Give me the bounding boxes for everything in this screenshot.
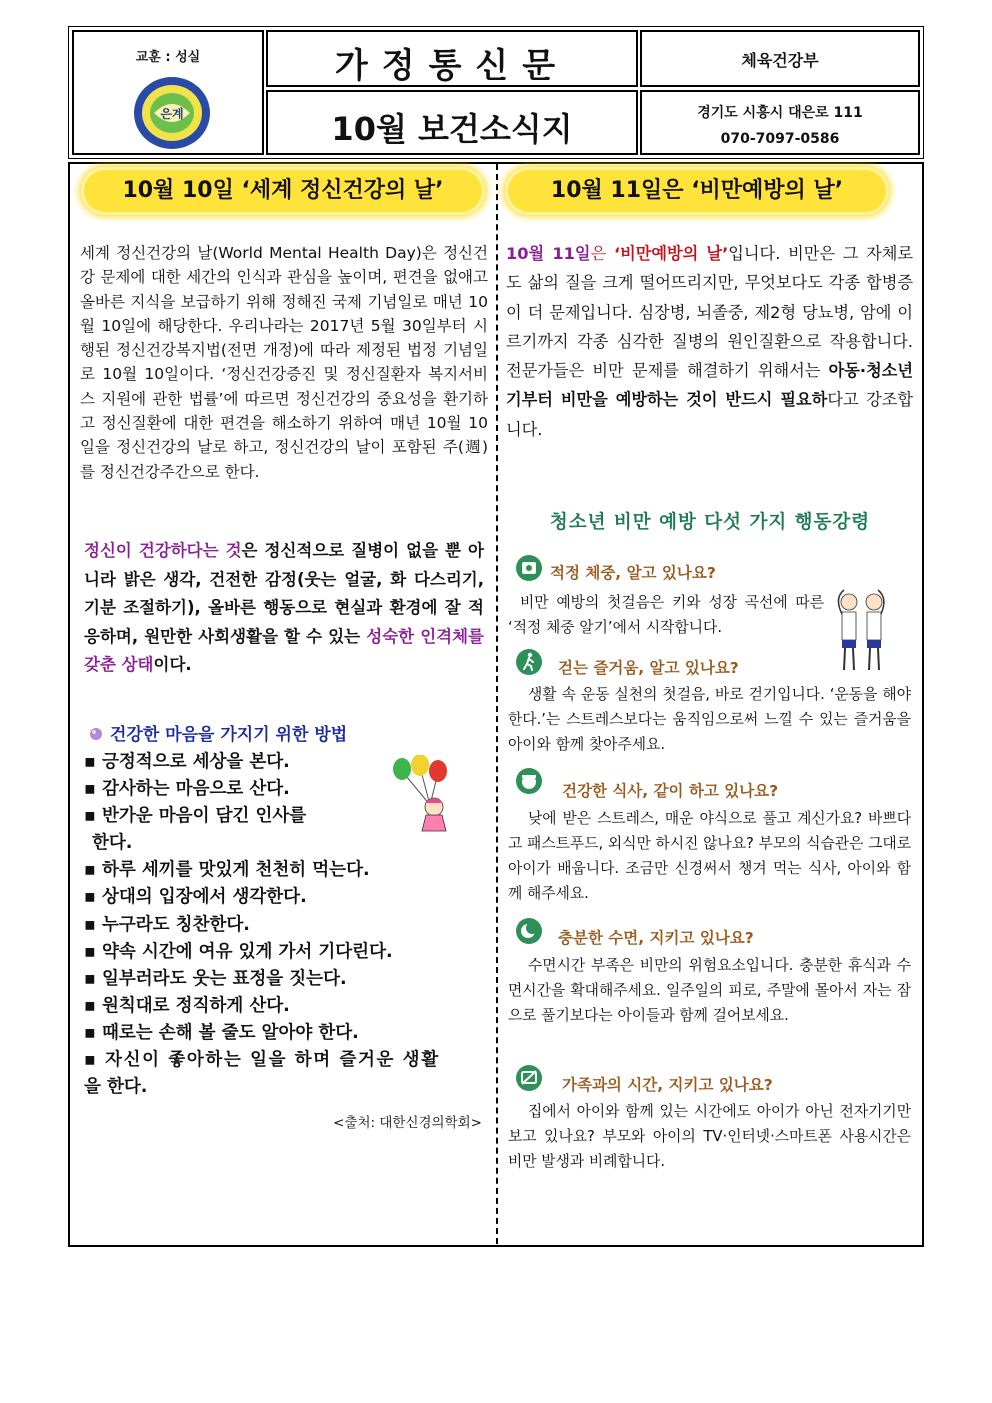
department: 체육건강부 [741,51,819,70]
newsletter-subtitle: 10월 보건소식지 [331,110,573,148]
intro-end: 다고 강조합니다. [506,390,913,439]
moon-icon [515,917,543,945]
item-body: 집에서 아이와 함께 있는 시간에도 아이가 아닌 전자기기만 보고 있나요? 부모와 아이의 TV·인터넷·스마트폰 사용시간은 비만 발생과 비례합니다. [508,1103,911,1170]
tv-off-icon [515,1064,543,1092]
emblem-text: 은계 [160,107,184,121]
item-title: 충분한 수면, 지키고 있나요? [558,929,754,947]
contact-cell [640,90,920,155]
address: 경기도 시흥시 대은로 111 [697,105,863,121]
walking-icon [515,648,543,676]
phone: 070-7097-0586 [720,131,840,147]
intro-particle: 은 [590,244,614,263]
school-motto: 교훈 : 성실 [135,50,201,65]
mental-health-day-intro: 세계 정신건강의 날(World Mental Health Day)은 정신건강 문제에 대한 세간의 인식과 관심을 높이며, 편견을 없애고 올바른 지식을 보급하기 위해 정해진 국제 기념일로 매년 10월 10일에 해당한다. 우리나라는 2017년 5월 30일부터 시행된 정신건강복지법(전면 개정)에 따라 제정된 법정 기념일로 10월 10일이다. ‘정신건강증진 및 정신질환자 복지서비스 지원에 관한 법률’에 따르면 정신건강의 중요성을 환기하고 정신질환에 대한 편견을 해소하기 위하여 매년 10월 10일을 정신건강의 날로 하고, 정신건강의 날이 포함된 주(週)를 정신건강주간으로 한다. [80,244,488,481]
stretching-kids-illustration [832,584,890,674]
source-citation: <출처: 대한신경의학회> [333,1115,482,1131]
definition-highlight-2: 성숙한 인격체를 갖춘 상태 [84,626,484,674]
column-divider [496,164,498,1244]
definition-end: 이다. [153,655,192,674]
definition-text: 은 정신적으로 질병이 없을 뿐 아니라 밝은 생각, 건전한 감정(웃는 얼굴, 화 다스리기, 기분 조절하기), 올바른 행동으로 현실과 환경에 잘 적응하며, 원만한 사회생활을 할 수 있는 [84,541,484,646]
school-emblem [132,75,212,151]
list-item: ▪ 일부러라도 웃는 표정을 짓는다. [84,968,347,989]
methods-heading [88,720,468,745]
header-box [68,26,924,159]
list-item: ▪ 원칙대로 정직하게 산다. [84,995,290,1016]
definition-highlight: 정신이 건강하다는 것 [84,541,242,560]
right-banner: 10월 11일은 ‘비만예방의 날’ [508,170,886,212]
item-body: 비만 예방의 첫걸음은 키와 성장 곡선에 따른 ‘적정 체중 알기’에서 시작합니다. [508,594,824,636]
obesity-day-intro [506,239,913,444]
list-item: ▪ 긍정적으로 세상을 본다. [84,752,290,772]
item-body: 수면시간 부족은 비만의 위험요소입니다. 충분한 휴식과 수면시간을 확대해주세요. 일주일의 피로, 주말에 몰아서 자는 잠으로 풀기보다는 아이들과 함께 걸어보세요. [508,957,911,1024]
item-title: 적정 체중, 알고 있나요? [550,564,716,582]
intro-date: 10월 11일 [506,244,591,263]
list-item: ▪ 약속 시간에 여유 있게 가서 기다린다. [84,941,393,962]
subtitle-cell [266,90,638,155]
mental-health-definition [84,537,484,680]
bullet-gem-icon [88,726,104,742]
list-item: ▪ 때로는 손해 볼 줄도 알아야 한다. [84,1022,359,1043]
list-item: ▪ 자신이 좋아하는 일을 하며 즐거운 생활 [84,1050,440,1071]
item-title: 걷는 즐거움, 알고 있나요? [558,659,739,677]
scale-icon [515,554,543,582]
list-item: ▪ 상대의 입장에서 생각한다. [84,887,307,908]
title-cell [266,30,638,87]
item-body: 생활 속 운동 실천의 첫걸음, 바로 걷기입니다. ‘운동을 해야 한다.’는 스트레스보다는 움직임으로써 느낄 수 있는 즐거움을 아이와 함께 찾아주세요. [508,686,911,753]
intro-day-name: ‘비만예방의 날’ [613,244,729,263]
intro-emphasis: 아동·청소년기부터 비만을 예방하는 것이 반드시 필요하 [506,361,913,410]
list-item: 한다. [92,833,133,854]
meal-icon [515,767,543,795]
guide-title: 청소년 비만 예방 다섯 가지 행동강령 [549,512,871,533]
item-title: 가족과의 시간, 지키고 있나요? [562,1076,773,1094]
list-item: ▪ 누구라도 칭찬한다. [84,914,250,935]
newsletter-title: 가정통신문 [334,46,570,86]
department-cell [640,30,920,87]
list-item: ▪ 감사하는 마음으로 산다. [84,779,290,800]
left-banner: 10월 10일 ‘세계 정신건강의 날’ [84,170,482,212]
contact-info [642,100,918,152]
item-body: 낮에 받은 스트레스, 매운 야식으로 풀고 계신가요? 바쁘다고 패스트푸드, 외식만 하시진 않나요? 부모의 식습관은 그대로 아이가 배웁니다. 조금만 신경써서 챙겨 먹는 식사, 아이와 함께 해주세요. [508,810,911,902]
list-item: 을 한다. [84,1077,148,1098]
list-item: ▪ 하루 세끼를 맛있게 천천히 먹는다. [84,860,370,881]
methods-title: 건강한 마음을 가지기 위한 방법 [110,725,348,745]
list-item: ▪ 반가운 마음이 담긴 인사를 [84,806,307,827]
intro-text: 입니다. 비만은 그 자체로도 삶의 질을 크게 떨어뜨리지만, 무엇보다도 각종 합병증이 더 문제입니다. 심장병, 뇌졸중, 제2형 당뇨병, 암에 이르기까지 각종 심각한 질병의 원인질환으로 작용합니다. 전문가들은 비만 문제를 해결하기 위해서는 [506,244,913,381]
girl-with-balloons-illustration [390,755,464,837]
motto-cell [72,30,264,155]
item-title: 건강한 식사, 같이 하고 있나요? [562,782,779,800]
